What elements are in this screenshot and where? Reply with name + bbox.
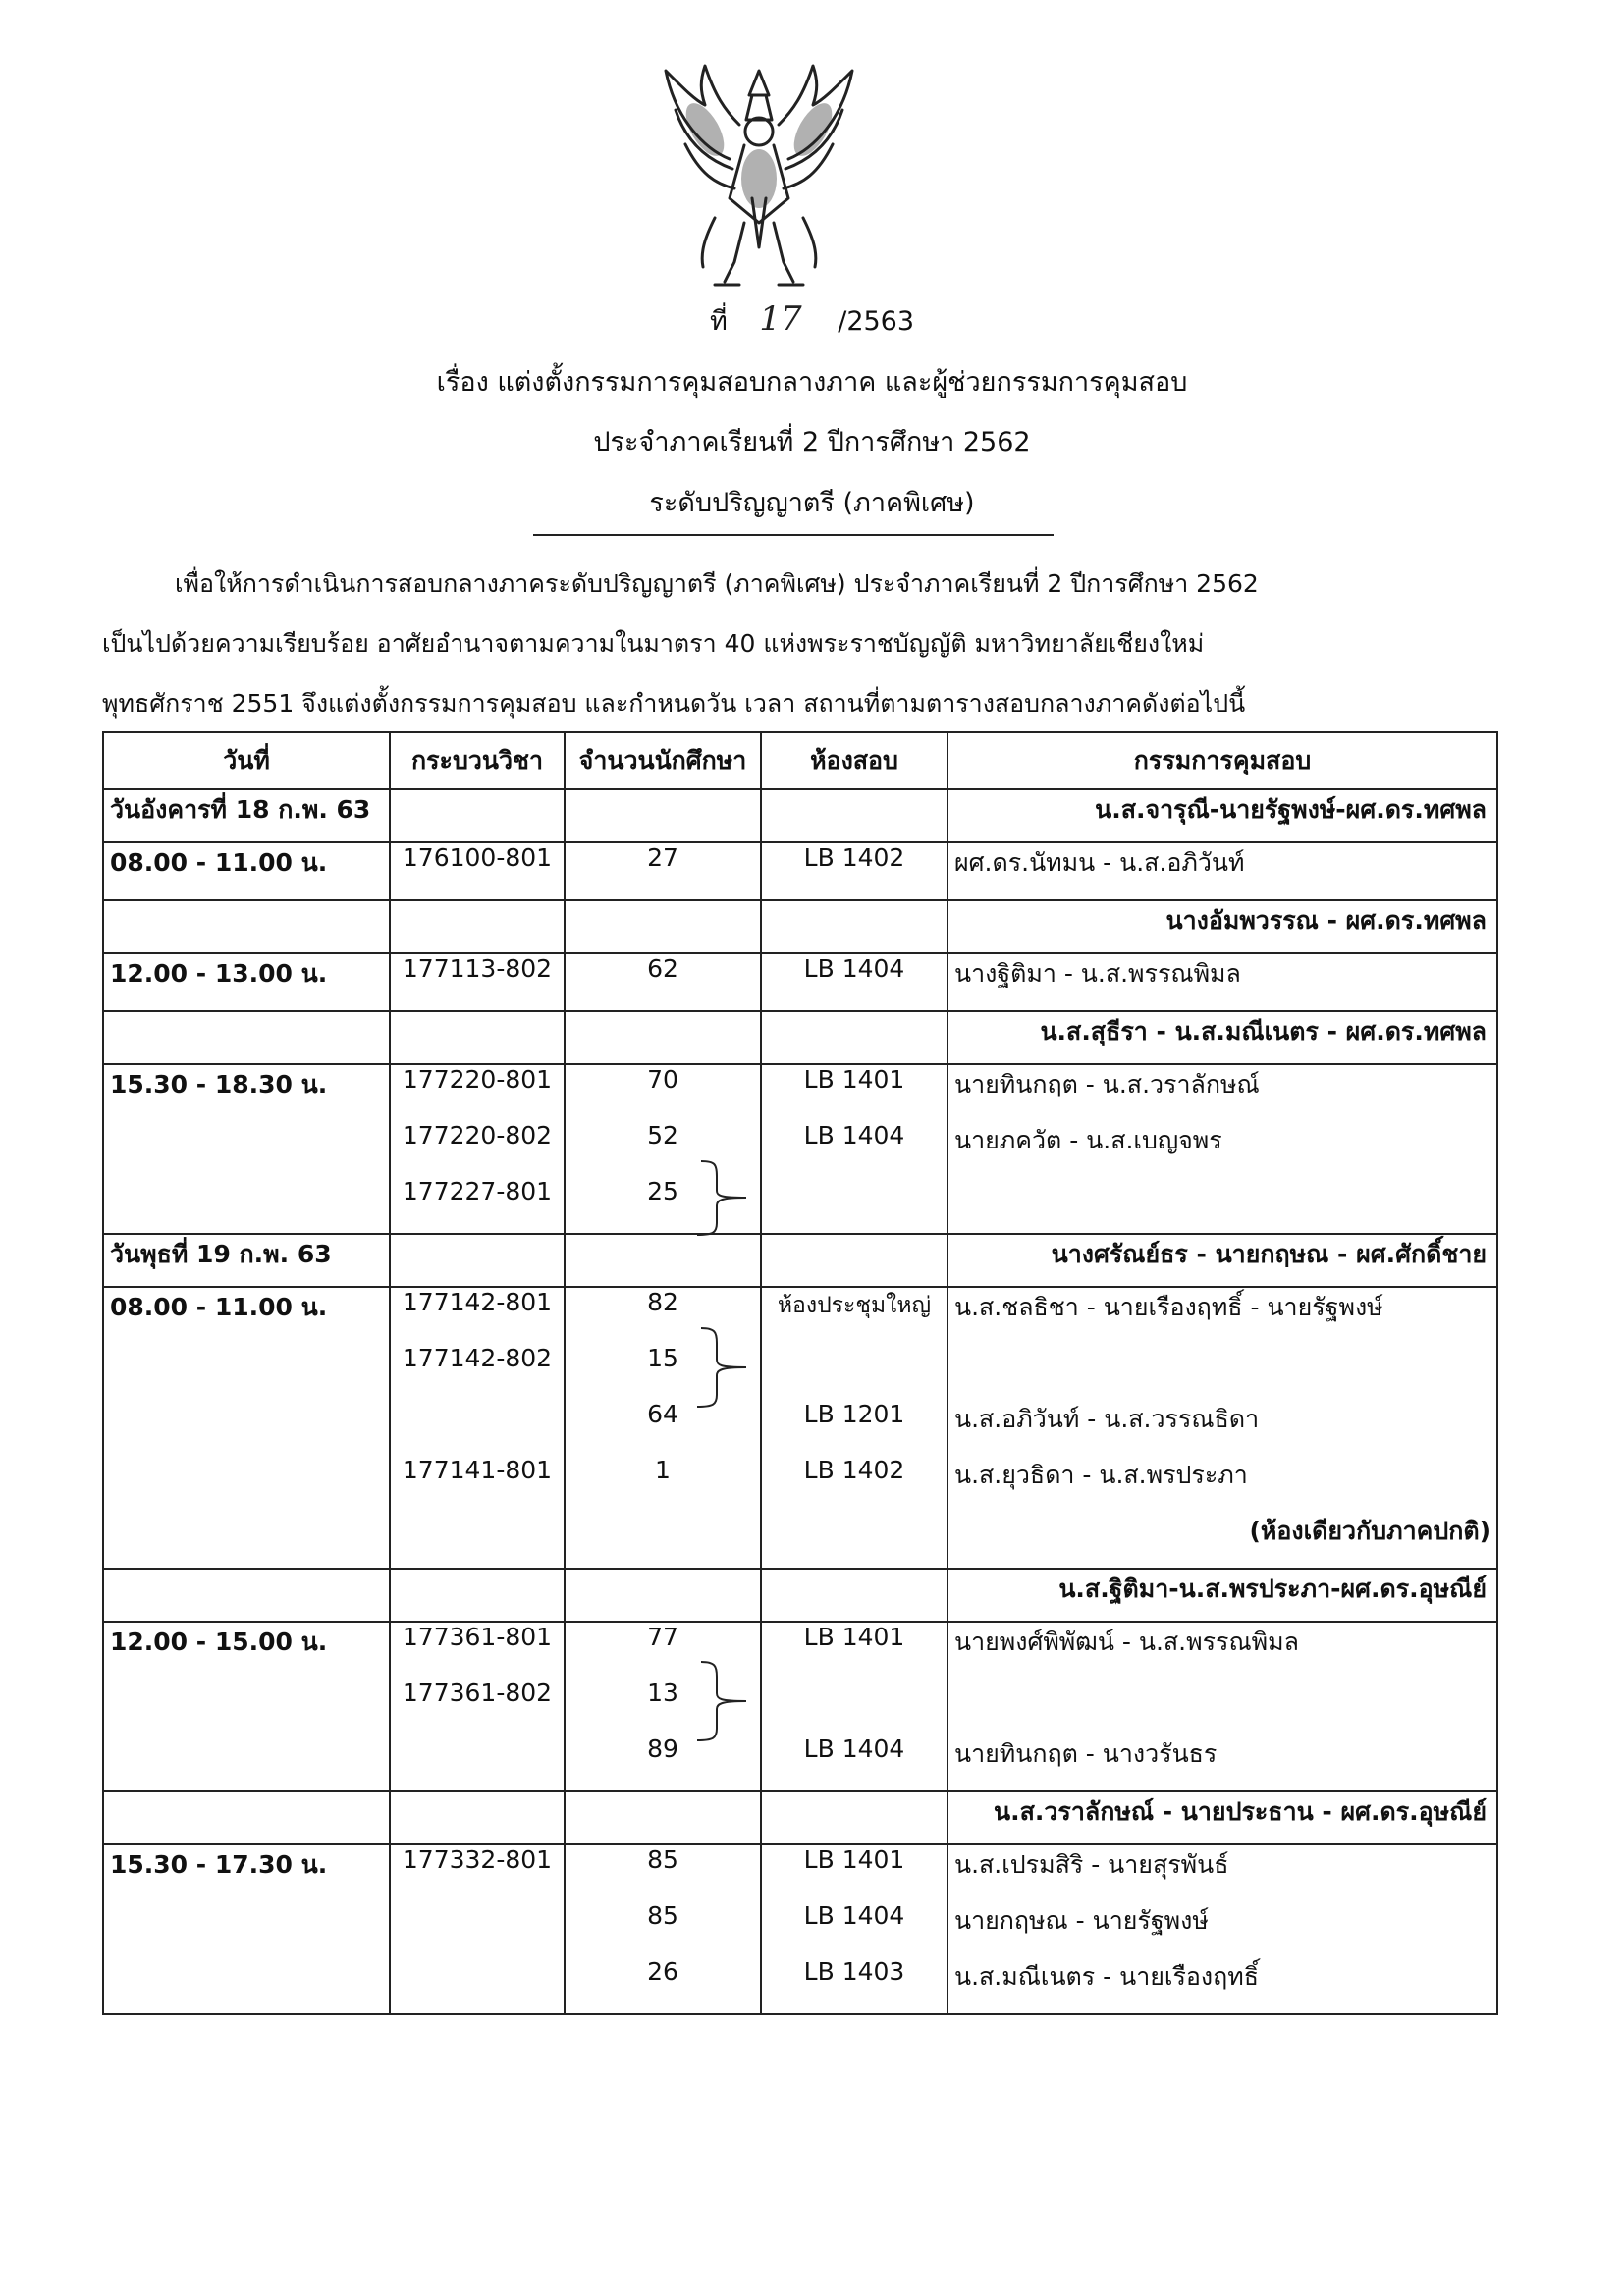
exam-room: LB 1404 (761, 1121, 947, 1177)
header-date: วันที่ (103, 732, 390, 789)
document-semester: ประจำภาคเรียนที่ 2 ปีการศึกษา 2562 (593, 427, 1031, 457)
table-row (103, 1234, 1497, 1287)
proctor-names: ผศ.ดร.นัทมน - น.ส.อภิวันท์ (947, 842, 1497, 900)
day-label: วันพุธที่ 19 ก.พ. 63 (103, 1234, 390, 1287)
chief-proctors: น.ส.ฐิติมา-น.ส.พรประภา-ผศ.ดร.อุษณีย์ (947, 1569, 1497, 1622)
student-count: 85 (565, 1901, 761, 1957)
table-row (103, 789, 1497, 842)
student-count: 13 (565, 1679, 761, 1735)
course-code: 177141-801 (390, 1456, 565, 1512)
table-row (103, 1011, 1497, 1064)
header-proctors: กรรมการคุมสอบ (947, 732, 1497, 789)
course-code: 177220-801 (390, 1064, 565, 1121)
course-code (390, 1400, 565, 1456)
exam-room: LB 1404 (761, 1901, 947, 1957)
exam-room: LB 1201 (761, 1400, 947, 1456)
chief-proctors: น.ส.สุธีรา - น.ส.มณีเนตร - ผศ.ดร.ทศพล (947, 1011, 1497, 1064)
course-code (390, 1735, 565, 1791)
table-row (103, 1622, 1497, 1679)
table-row (103, 1569, 1497, 1622)
proctor-names (947, 1177, 1497, 1234)
student-count: 85 (565, 1844, 761, 1901)
intro-line-2: เป็นไปด้วยความเรียบร้อย อาศัยอำนาจตามความในมาตรา 40 แห่งพระราชบัญญัติ มหาวิทยาลัยเชียงใหม่ (102, 629, 1205, 658)
exam-room (761, 1177, 947, 1234)
student-count: 26 (565, 1957, 761, 2014)
room-note: (ห้องเดียวกับภาคปกติ) (947, 1512, 1497, 1569)
document-subject: เรื่อง แต่งตั้งกรรมการคุมสอบกลางภาค และผู้ช่วยกรรมการคุมสอบ (436, 367, 1188, 398)
student-count: 25 (565, 1177, 761, 1234)
exam-room: LB 1401 (761, 1064, 947, 1121)
table-row (103, 1064, 1497, 1121)
table-row (103, 900, 1497, 953)
header-course: กระบวนวิชา (390, 732, 565, 789)
table-row (103, 1287, 1497, 1344)
course-code: 177361-801 (390, 1622, 565, 1679)
table-row (103, 1679, 1497, 1735)
proctor-names: น.ส.ยุวธิดา - น.ส.พรประภา (947, 1456, 1497, 1512)
chief-proctors: นางอัมพวรรณ - ผศ.ดร.ทศพล (947, 900, 1497, 953)
exam-room: LB 1401 (761, 1622, 947, 1679)
doc-number-handwritten: 17 (759, 299, 802, 339)
table-row (103, 1121, 1497, 1177)
header-room: ห้องสอบ (761, 732, 947, 789)
proctor-names: นายทินกฤต - น.ส.วราลักษณ์ (947, 1064, 1497, 1121)
document-number (0, 299, 1624, 342)
course-code: 177361-802 (390, 1679, 565, 1735)
title-divider (533, 534, 1054, 536)
exam-room (761, 1344, 947, 1400)
garuda-emblem-icon (646, 51, 872, 293)
proctor-names: น.ส.ชลธิชา - นายเรืองฤทธิ์ - นายรัฐพงษ์ (947, 1287, 1497, 1344)
student-count: 1 (565, 1456, 761, 1512)
course-code: 177142-802 (390, 1344, 565, 1400)
course-code: 177142-801 (390, 1287, 565, 1344)
table-row (103, 953, 1497, 1011)
proctor-names: น.ส.มณีเนตร - นายเรืองฤทธิ์ (947, 1957, 1497, 2014)
group-brace-icon (687, 1147, 756, 1245)
exam-time: 15.30 - 18.30 น. (103, 1064, 390, 1121)
proctor-names: นายทินกฤต - นางวรันธร (947, 1735, 1497, 1791)
course-code: 177332-801 (390, 1844, 565, 1901)
student-count: 62 (565, 953, 761, 1011)
exam-room: LB 1404 (761, 953, 947, 1011)
proctor-names: นายภควัต - น.ส.เบญจพร (947, 1121, 1497, 1177)
exam-room: LB 1402 (761, 1456, 947, 1512)
proctor-names (947, 1344, 1497, 1400)
course-code (390, 1901, 565, 1957)
exam-room: LB 1401 (761, 1844, 947, 1901)
doc-number-suffix: /2563 (838, 306, 915, 337)
document-level: ระดับปริญญาตรี (ภาคพิเศษ) (649, 488, 975, 518)
intro-line-3: พุทธศักราช 2551 จึงแต่งตั้งกรรมการคุมสอบ และกำหนดวัน เวลา สถานที่ตามตารางสอบกลางภาคดังต่อไปนี้ (102, 689, 1246, 718)
exam-room: LB 1402 (761, 842, 947, 900)
table-row (103, 1844, 1497, 1901)
student-count: 82 (565, 1287, 761, 1344)
proctor-names: นางฐิติมา - น.ส.พรรณพิมล (947, 953, 1497, 1011)
chief-proctors: น.ส.วราลักษณ์ - นายประธาน - ผศ.ดร.อุษณีย์ (947, 1791, 1497, 1844)
table-row (103, 842, 1497, 900)
exam-time: 15.30 - 17.30 น. (103, 1844, 390, 1901)
course-code (390, 1957, 565, 2014)
table-header-row (103, 732, 1497, 789)
table-row (103, 1735, 1497, 1791)
chief-proctors: น.ส.จารุณี-นายรัฐพงษ์-ผศ.ดร.ทศพล (947, 789, 1497, 842)
table-row (103, 1456, 1497, 1512)
exam-time: 08.00 - 11.00 น. (103, 1287, 390, 1344)
student-count: 27 (565, 842, 761, 900)
table-row (103, 1901, 1497, 1957)
course-code: 177227-801 (390, 1177, 565, 1234)
course-code: 176100-801 (390, 842, 565, 900)
student-count: 77 (565, 1622, 761, 1679)
exam-time: 12.00 - 15.00 น. (103, 1622, 390, 1679)
proctor-names: นายพงศ์พิพัฒน์ - น.ส.พรรณพิมล (947, 1622, 1497, 1679)
proctor-names (947, 1679, 1497, 1735)
table-row (103, 1791, 1497, 1844)
exam-room (761, 1679, 947, 1735)
exam-room: LB 1404 (761, 1735, 947, 1791)
exam-room: ห้องประชุมใหญ่ (761, 1287, 947, 1344)
proctor-names: นายกฤษณ - นายรัฐพงษ์ (947, 1901, 1497, 1957)
exam-room: LB 1403 (761, 1957, 947, 2014)
exam-time: 08.00 - 11.00 น. (103, 842, 390, 900)
chief-proctors: นางศรัณย์ธร - นายกฤษณ - ผศ.ศักดิ์ชาย (947, 1234, 1497, 1287)
group-brace-icon (687, 1652, 756, 1750)
student-count: 89 (565, 1735, 761, 1791)
student-count: 52 (565, 1121, 761, 1177)
table-row (103, 1344, 1497, 1400)
proctor-names: น.ส.อภิวันท์ - น.ส.วรรณธิดา (947, 1400, 1497, 1456)
exam-time: 12.00 - 13.00 น. (103, 953, 390, 1011)
student-count: 15 (565, 1344, 761, 1400)
day-label: วันอังคารที่ 18 ก.พ. 63 (103, 789, 390, 842)
table-row (103, 1177, 1497, 1234)
proctor-names: น.ส.เปรมสิริ - นายสุรพันธ์ (947, 1844, 1497, 1901)
student-count: 64 (565, 1400, 761, 1456)
course-code: 177113-802 (390, 953, 565, 1011)
intro-line-1: เพื่อให้การดำเนินการสอบกลางภาคระดับปริญญาตรี (ภาคพิเศษ) ประจำภาคเรียนที่ 2 ปีการศึกษา 2562 (175, 569, 1259, 598)
group-brace-icon (687, 1318, 756, 1416)
student-count: 70 (565, 1064, 761, 1121)
table-row (103, 1512, 1497, 1569)
table-row (103, 1957, 1497, 2014)
header-students: จำนวนนักศึกษา (565, 732, 761, 789)
table-row (103, 1400, 1497, 1456)
course-code: 177220-802 (390, 1121, 565, 1177)
doc-number-prefix: ที่ (709, 306, 728, 337)
exam-schedule-table (102, 731, 1498, 2015)
